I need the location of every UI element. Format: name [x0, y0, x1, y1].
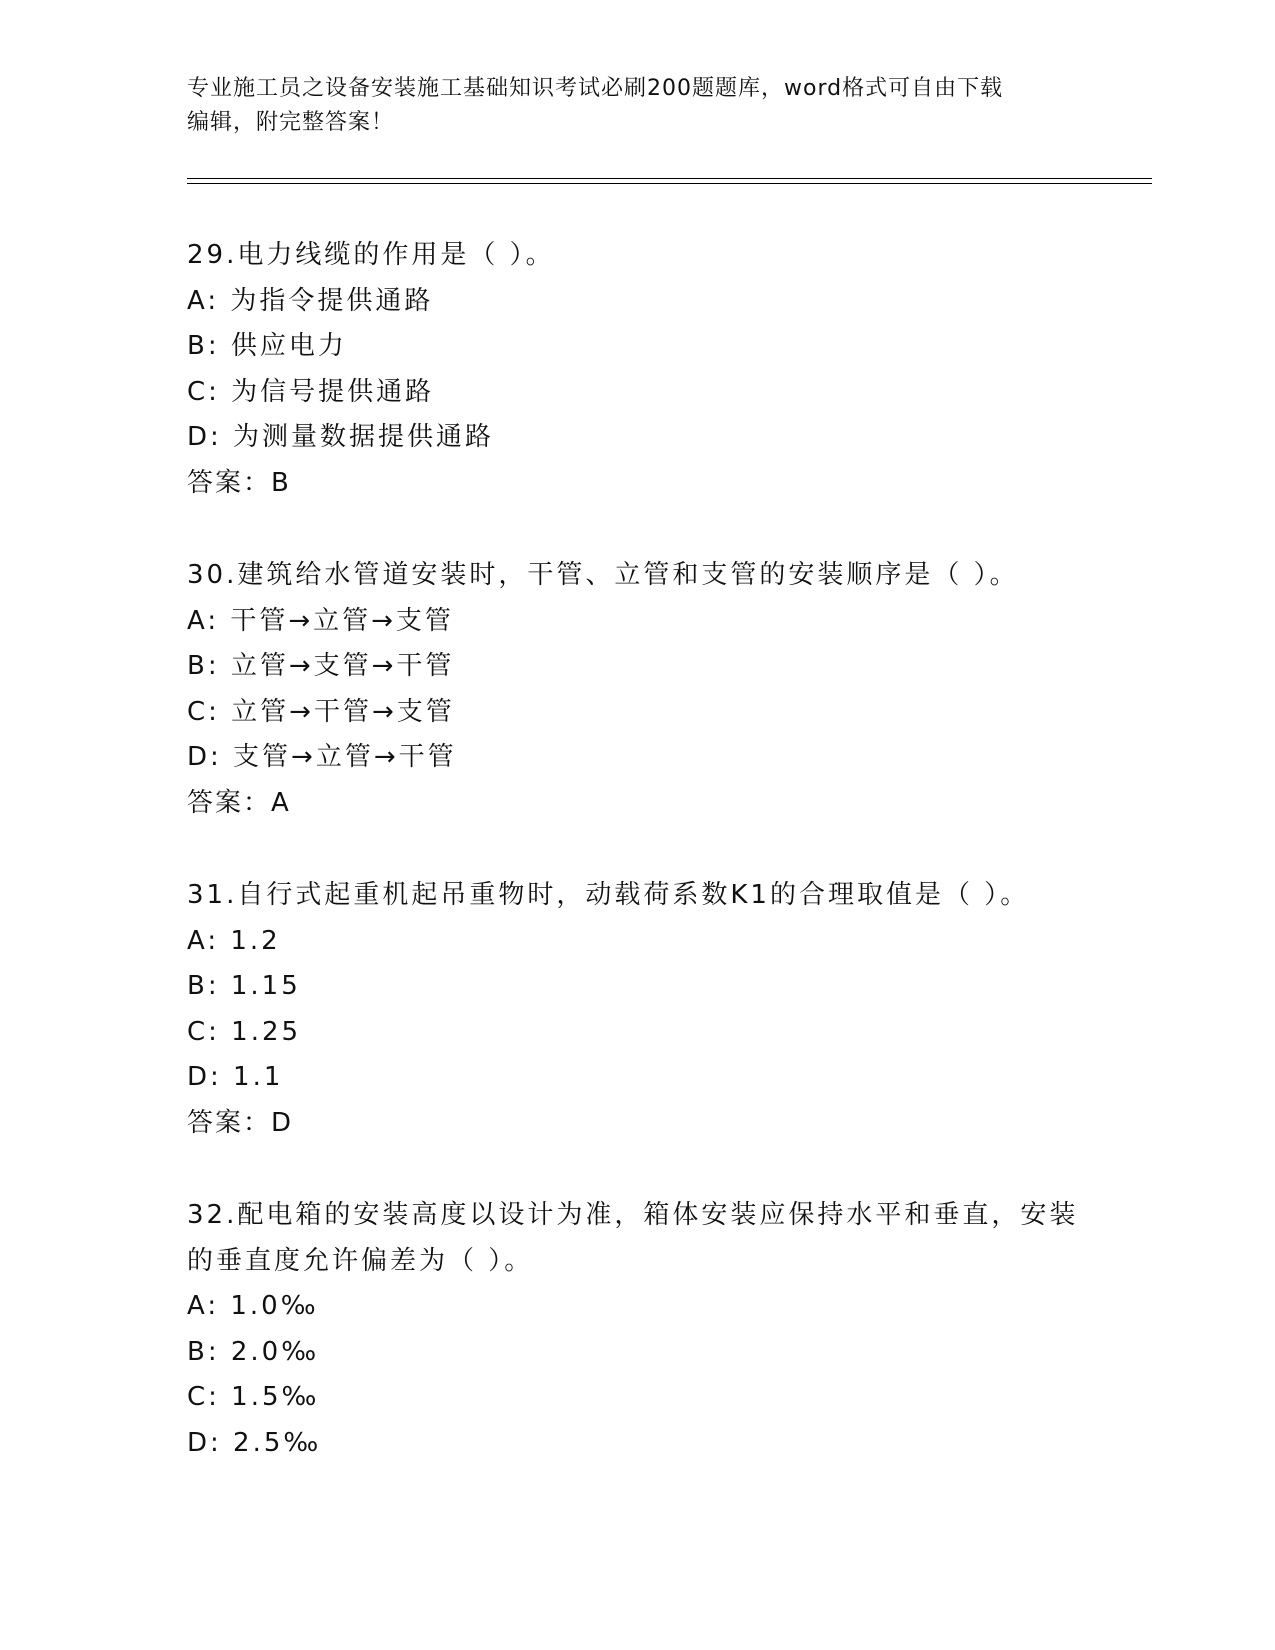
question-32	[187, 1193, 1087, 1466]
question-stem: 30.建筑给水管道安装时，干管、立管和支管的安装顺序是（ ）。	[187, 560, 1019, 590]
option-a: A: 1.0‰	[187, 1291, 319, 1321]
option-b: B: 立管→支管→干管	[187, 651, 455, 681]
question-stem: 29.电力线缆的作用是（ ）。	[187, 240, 555, 270]
answer-label: 答案：D	[187, 1107, 294, 1138]
header-divider-top	[187, 178, 1152, 179]
option-d: D: 为测量数据提供通路	[187, 422, 495, 452]
question-stem: 31.自行式起重机起吊重物时，动载荷系数K1的合理取值是（ ）。	[187, 880, 1030, 910]
option-c: C: 为信号提供通路	[187, 376, 435, 407]
header-line-1: 专业施工员之设备安装施工基础知识考试必刷200题题库，word格式可自由下载	[187, 76, 1004, 101]
option-d: D: 2.5‰	[187, 1427, 322, 1458]
option-c: C: 1.25	[187, 1016, 302, 1047]
question-stem-line-1: 32.配电箱的安装高度以设计为准，箱体安装应保持水平和垂直，安装	[187, 1200, 1079, 1230]
document-header	[187, 72, 1067, 140]
question-stem-line-2: 的垂直度允许偏差为（ ）。	[187, 1245, 534, 1276]
option-b: B: 2.0‰	[187, 1336, 320, 1367]
header-line-2: 编辑，附完整答案！	[187, 110, 395, 135]
question-29	[187, 233, 1087, 506]
question-30	[187, 553, 1087, 826]
answer-label: 答案：B	[187, 467, 291, 498]
option-a: A: 干管→立管→支管	[187, 605, 454, 636]
option-d: D: 支管→立管→干管	[187, 742, 457, 772]
header-divider-bottom	[187, 183, 1152, 184]
option-d: D: 1.1	[187, 1062, 284, 1092]
option-c: C: 立管→干管→支管	[187, 696, 455, 727]
option-c: C: 1.5‰	[187, 1382, 320, 1412]
option-b: B: 供应电力	[187, 331, 347, 361]
option-a: A: 1.2	[187, 925, 281, 956]
option-b: B: 1.15	[187, 971, 301, 1001]
option-a: A: 为指令提供通路	[187, 285, 434, 316]
answer-label: 答案：A	[187, 787, 291, 818]
question-31	[187, 873, 1087, 1146]
